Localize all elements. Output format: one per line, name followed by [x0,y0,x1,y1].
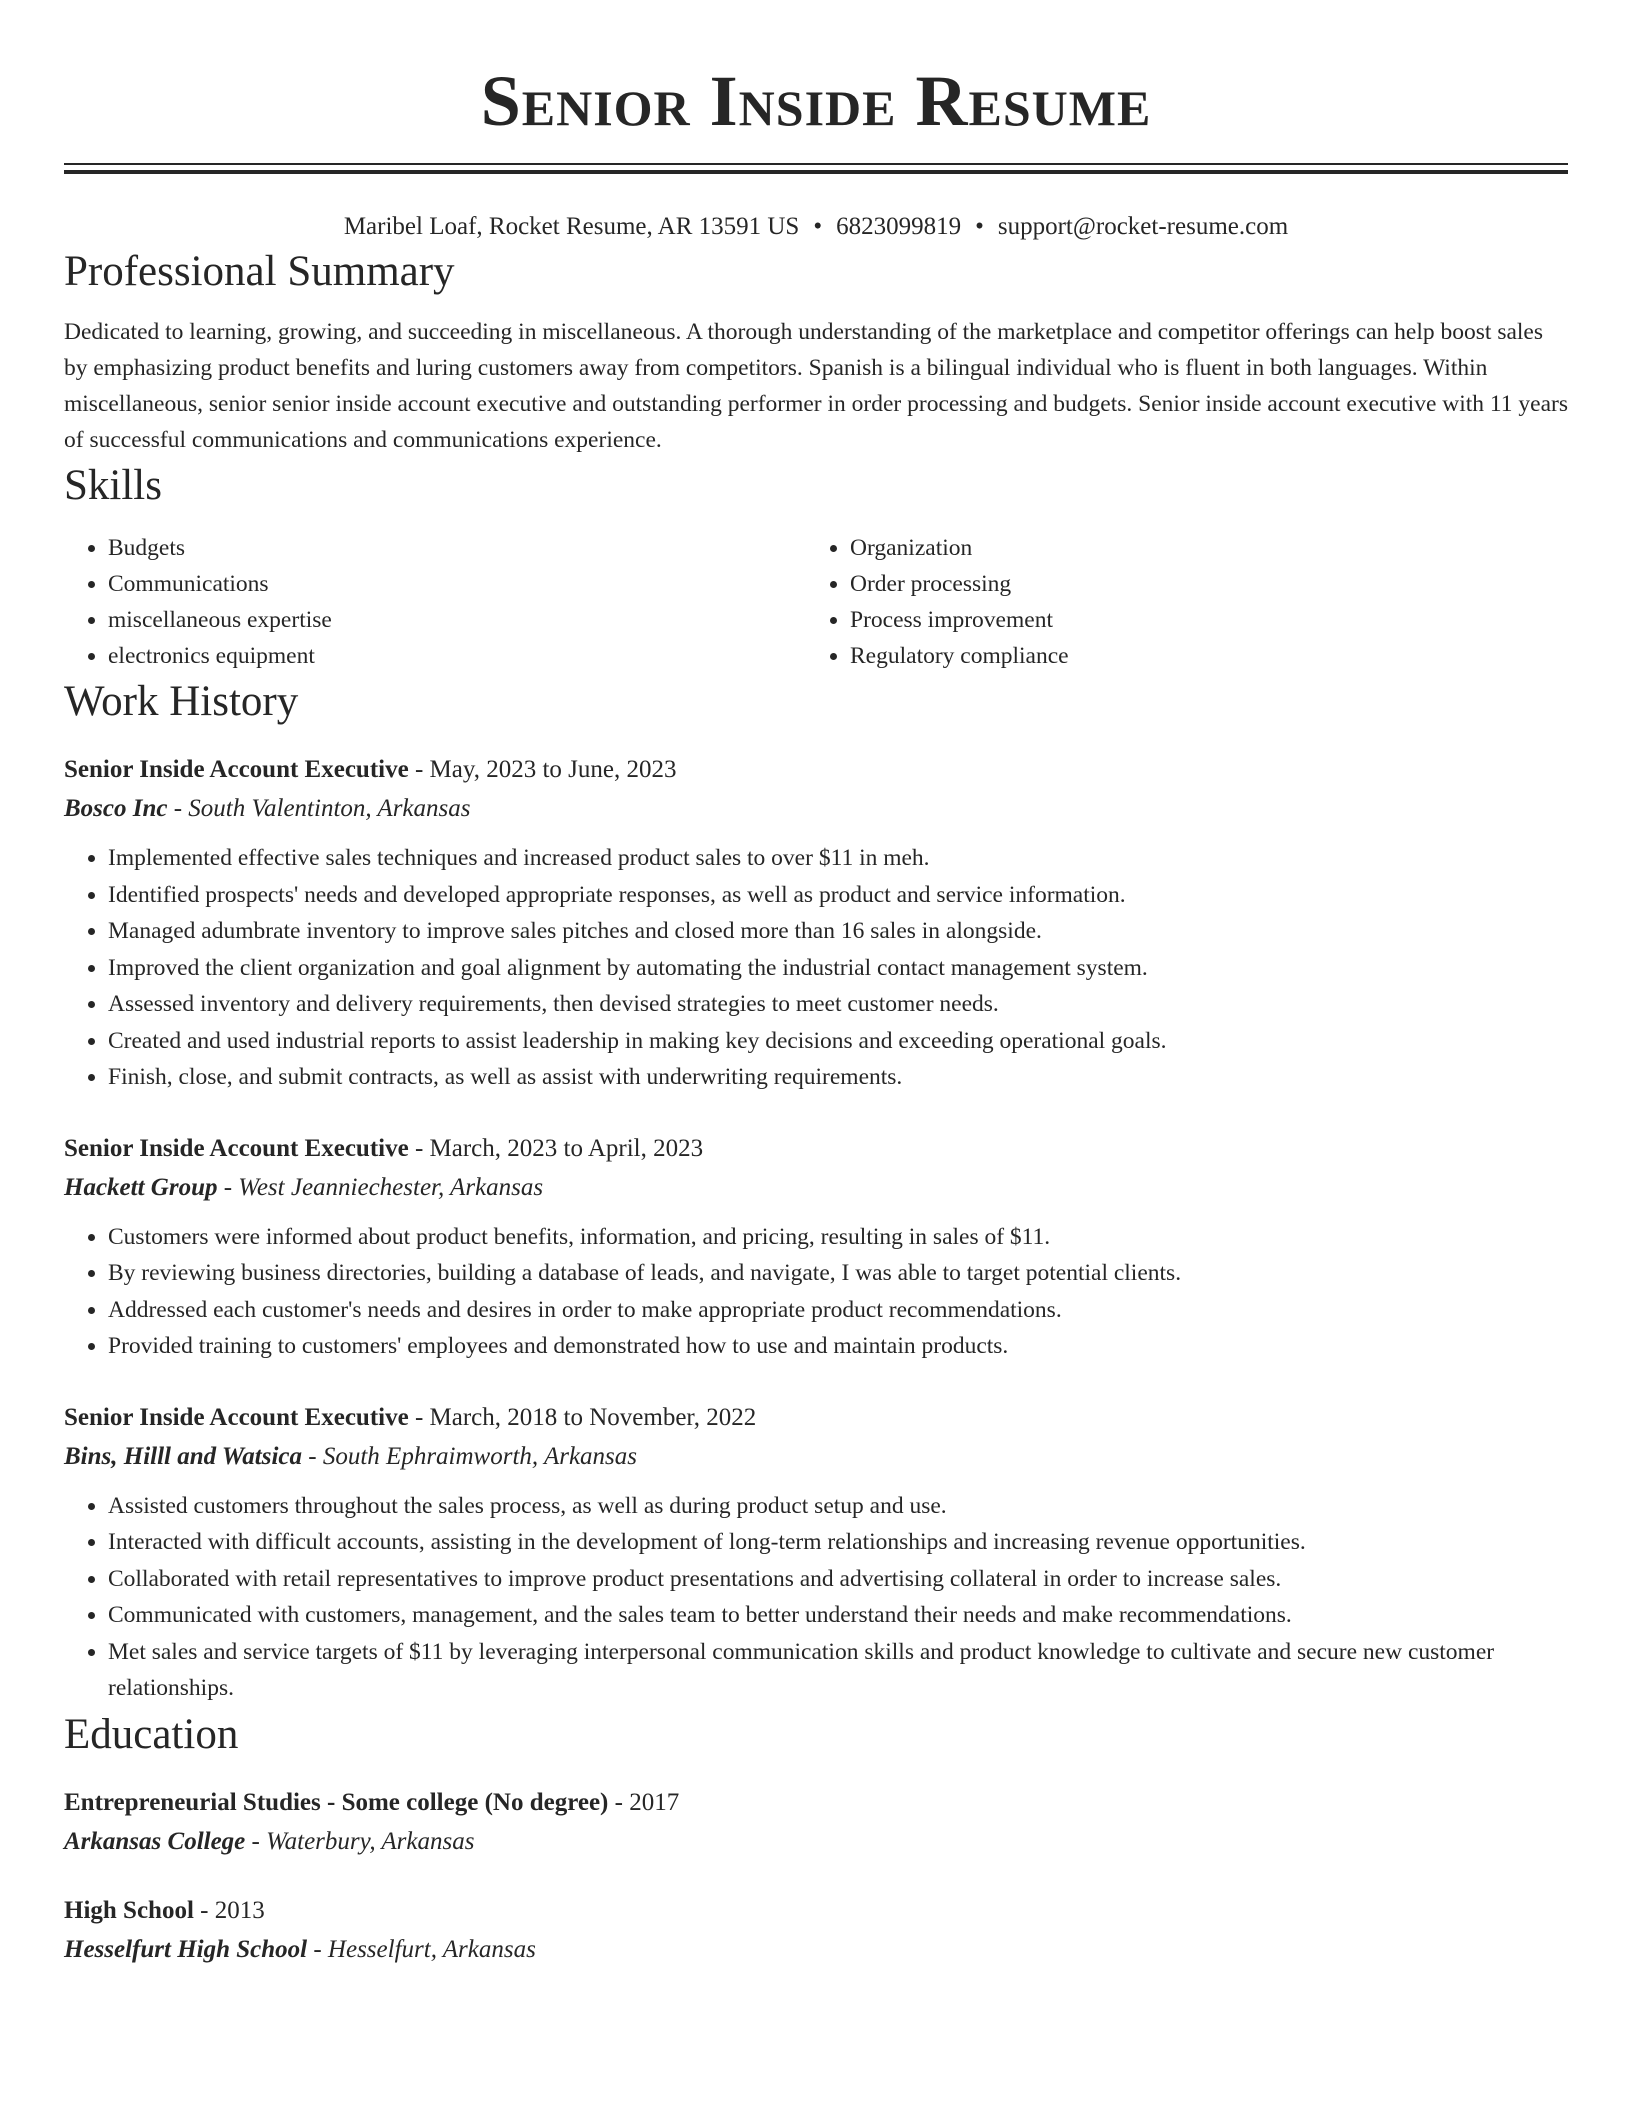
resume-title: Senior Inside Resume [480,61,1152,141]
job-dates: - May, 2023 to June, 2023 [408,756,677,783]
skill-item: • Budgets [108,530,806,566]
skill-item: • Communications [108,566,806,602]
job-bullet: • Implemented effective sales techniques and increased product sales to over $11 in meh. [108,840,1568,877]
education-year: - 2017 [608,1788,680,1816]
title-divider [64,163,1568,174]
job-bullet: • Assessed inventory and delivery requirements, then devised strategies to meet customer needs. [108,986,1568,1023]
job-company: Hackett Group [64,1173,218,1201]
education-degree: High School [64,1896,194,1924]
skills-column-right [806,530,1548,674]
skills-column-left [64,530,806,674]
job-bullet: • Finish, close, and submit contracts, as well as assist with underwriting requirements. [108,1059,1568,1096]
job-bullet: • Managed adumbrate inventory to improve sales pitches and closed more than 16 sales in alongside. [108,913,1568,950]
contact-separator: • [813,213,823,240]
job-company: Bins, Hilll and Watsica [64,1442,303,1470]
skill-item: • Regulatory compliance [850,638,1548,674]
job-bullets [64,840,1568,1096]
skills-list [64,530,1568,674]
skill-item: • Process improvement [850,602,1548,638]
education-entry [64,1891,1568,1969]
job-bullet: • Identified prospects' needs and developed appropriate responses, as well as product and service information. [108,877,1568,914]
job-header [64,1129,1568,1169]
job-header [64,750,1568,790]
job-bullet: • Communicated with customers, management, and the sales team to better understand their needs and make recommendations. [108,1597,1568,1634]
education-school: Arkansas College [64,1827,246,1855]
job-entry [64,1398,1568,1707]
skills-heading: Skills [64,462,162,509]
job-bullet: • Created and used industrial reports to assist leadership in making key decisions and exceeding operational goals. [108,1023,1568,1060]
job-header [64,1398,1568,1438]
job-company-line [64,1438,1568,1476]
contact-separator: • [975,213,984,240]
job-bullets [64,1488,1568,1707]
job-bullets [64,1219,1568,1365]
education-header [64,1783,1568,1823]
contact-address: Maribel Loaf, Rocket Resume, AR 13591 US [343,213,800,240]
skill-item: • Organization [850,530,1548,566]
education-year: - 2013 [193,1896,265,1924]
job-title: Senior Inside Account Executive [64,756,409,783]
job-entry [64,750,1568,1096]
job-bullet: • Collaborated with retail representatives to improve product presentations and advertising collateral in order to increase sales. [108,1561,1568,1598]
job-title: Senior Inside Account Executive [64,1403,409,1431]
education-school: Hesselfurt High School [64,1935,308,1963]
job-location: - West Jeanniechester, Arkansas [217,1173,544,1201]
job-bullet: • By reviewing business directories, building a database of leads, and navigate, I was able to target potential clients. [108,1255,1568,1292]
job-entry [64,1129,1568,1365]
job-dates: - March, 2018 to November, 2022 [408,1403,757,1431]
job-company-line [64,1169,1568,1207]
work-history-heading: Work History [64,678,299,725]
contact-line [64,210,1568,244]
job-bullet: • Provided training to customers' employees and demonstrated how to use and maintain products. [108,1328,1568,1365]
education-header [64,1891,1568,1931]
skill-item: • electronics equipment [108,638,806,674]
education-location: - Waterbury, Arkansas [245,1827,475,1855]
job-bullet: • Improved the client organization and goal alignment by automating the industrial contact management system. [108,950,1568,987]
education-school-line [64,1931,1568,1969]
job-bullet: • Met sales and service targets of $11 by leveraging interpersonal communication skills and product knowledge to cultivate and secure new customer relationships. [108,1634,1568,1707]
job-bullet: • Interacted with difficult accounts, assisting in the development of long-term relationships and increasing revenue opportunities. [108,1524,1568,1561]
education-entry [64,1783,1568,1861]
summary-heading: Professional Summary [64,248,455,295]
job-bullet: • Assisted customers throughout the sales process, as well as during product setup and use. [108,1488,1568,1525]
contact-email: support@rocket-resume.com [997,213,1289,240]
job-location: - South Valentinton, Arkansas [167,795,471,822]
summary-text: Dedicated to learning, growing, and succeeding in miscellaneous. A thorough understanding of the marketplace and competitor offerings can help boost sales by emphasizing product benefits and luring customers away from competitors. Spanish is a bilingual individual who is fluent in both languages. Within miscellaneous, senior senior inside account executive and outstanding performer in order processing and budgets. Senior inside account executive with 11 years of successful communications and communications experience. [64,319,1568,453]
education-school-line [64,1823,1568,1861]
job-bullet: • Customers were informed about product benefits, information, and pricing, resulting in sales of $11. [108,1219,1568,1256]
skill-item: • miscellaneous expertise [108,602,806,638]
contact-phone: 6823099819 [836,213,962,240]
education-heading: Education [64,1710,239,1758]
job-company: Bosco Inc [64,795,168,822]
job-company-line [64,790,1568,828]
job-title: Senior Inside Account Executive [64,1134,409,1162]
job-location: - South Ephraimworth, Arkansas [302,1442,638,1470]
job-bullet: • Addressed each customer's needs and desires in order to make appropriate product recommendations. [108,1292,1568,1329]
skill-item: • Order processing [850,566,1548,602]
education-degree: Entrepreneurial Studies - Some college (No degree) [64,1788,609,1816]
education-location: - Hesselfurt, Arkansas [307,1935,536,1963]
job-dates: - March, 2023 to April, 2023 [408,1134,704,1162]
